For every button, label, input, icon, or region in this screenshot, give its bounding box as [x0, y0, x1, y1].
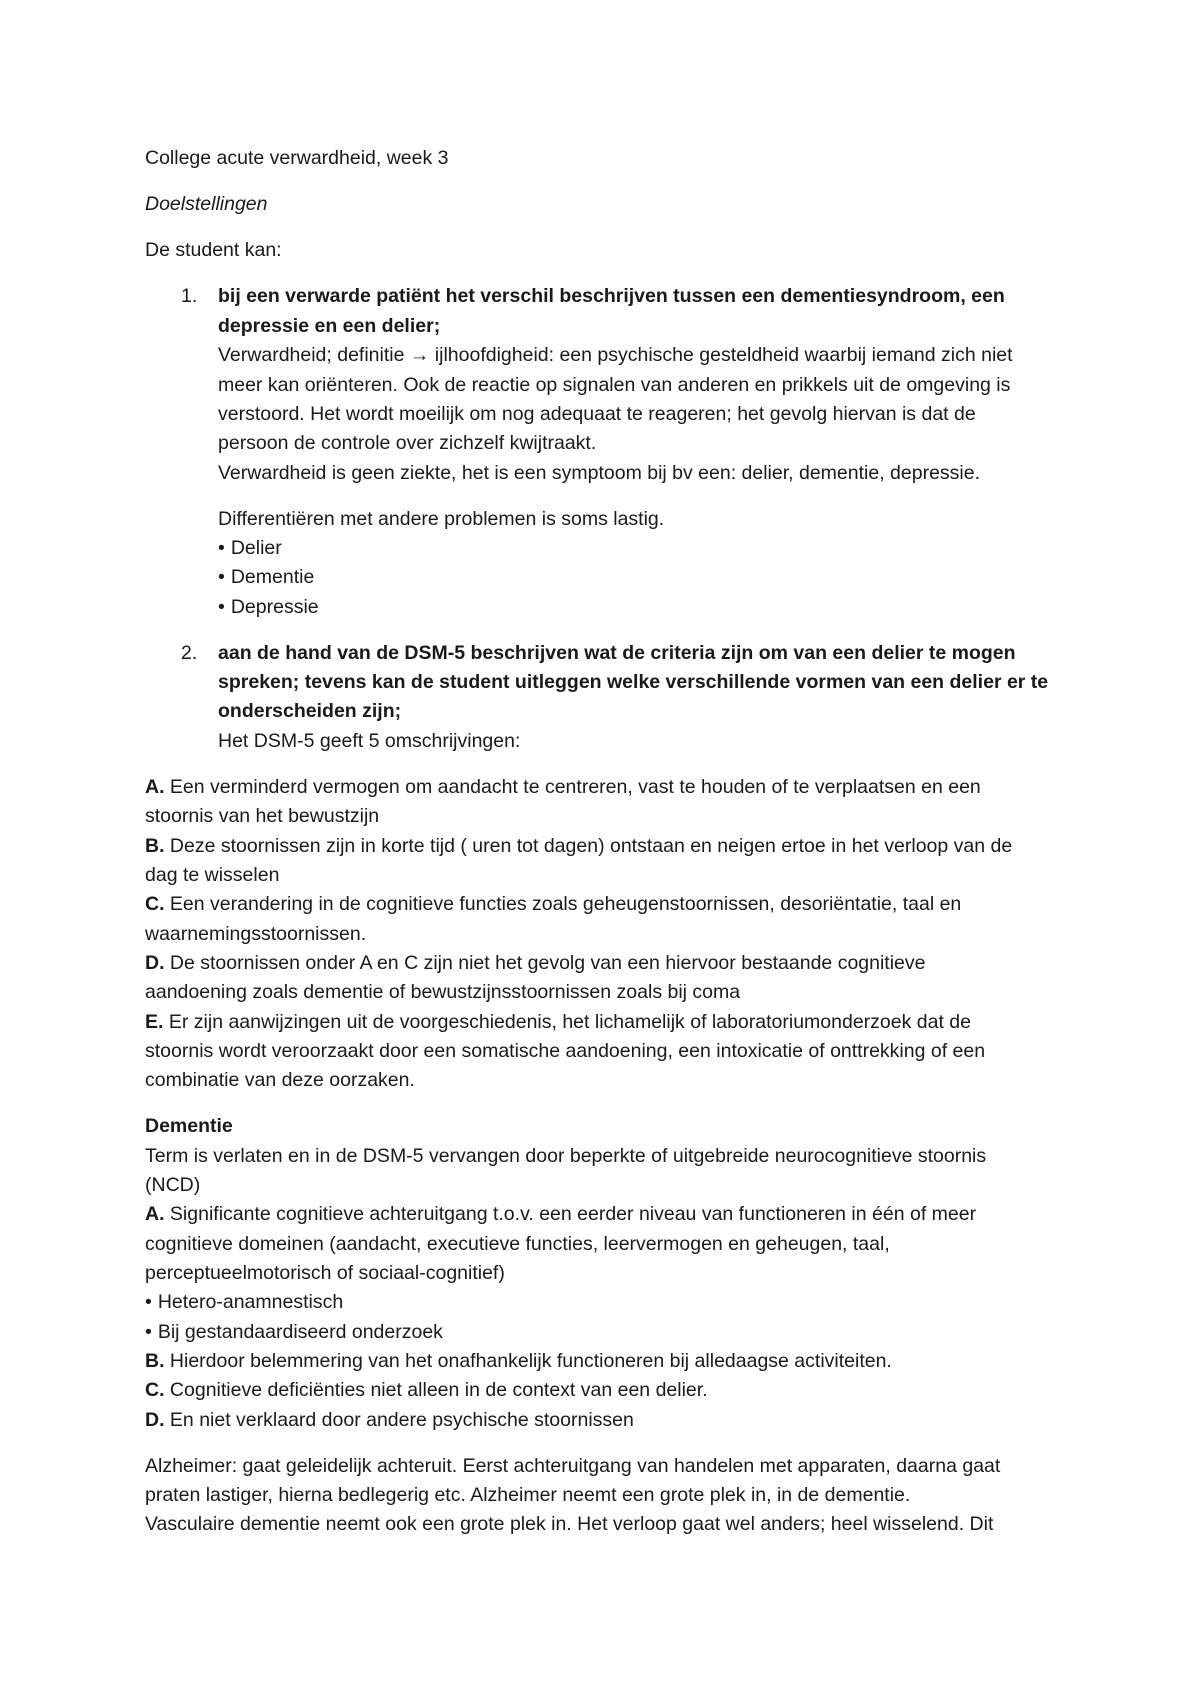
criterion-letter: A. — [145, 1203, 165, 1225]
criterion-letter: B. — [145, 1350, 165, 1372]
dementie-b-line — [145, 1346, 892, 1376]
item2-body: Het DSM-5 geeft 5 omschrijvingen: — [218, 730, 521, 752]
item2-heading-line: aan de hand van de DSM-5 beschrijven wat de criteria zijn om van een delier te mogen — [218, 642, 1016, 664]
list-number-2: 2. — [181, 642, 198, 664]
criterion-b-line: dag te wisselen — [145, 864, 280, 886]
criterion-text: Deze stoornissen zijn in korte tijd ( uren tot dagen) ontstaan en neigen ertoe in het verloop van de — [169, 835, 1013, 857]
item1-heading-line: bij een verwarde patiënt het verschil beschrijven tussen een dementiesyndroom, een — [218, 285, 1005, 307]
item2-heading-line: onderscheiden zijn; — [218, 700, 402, 722]
criterion-text: En niet verklaard door andere psychische stoornissen — [169, 1409, 634, 1431]
document-title: College acute verwardheid, week 3 — [145, 147, 449, 169]
criterion-a-line — [145, 772, 981, 802]
criterion-letter: C. — [145, 893, 165, 915]
criterion-text: Hierdoor belemmering van het onafhankelijk functioneren bij alledaagse activiteiten. — [169, 1350, 892, 1372]
item1-body-line: meer kan oriënteren. Ook de reactie op signalen van anderen en prikkels uit de omgeving is — [218, 374, 1011, 396]
criterion-c-line: waarnemingsstoornissen. — [145, 923, 367, 945]
item1-body-line: Verwardheid; definitie → ijlhoofdigheid: een psychische gesteldheid waarbij iemand zich niet — [218, 344, 1013, 366]
criterion-text: Cognitieve deficiënties niet alleen in de context van een delier. — [169, 1379, 708, 1401]
criterion-letter: D. — [145, 952, 165, 974]
criterion-letter: D. — [145, 1409, 165, 1431]
bullet-item: • Delier — [218, 533, 282, 563]
diff-intro: Differentiëren met andere problemen is soms lastig. — [218, 508, 665, 530]
dementie-c-line — [145, 1375, 708, 1405]
criterion-letter: B. — [145, 835, 165, 857]
dementie-a-line — [145, 1199, 976, 1229]
criterion-d-line — [145, 948, 926, 978]
dementie-heading: Dementie — [145, 1115, 233, 1137]
dementie-a-line: perceptueelmotorisch of sociaal-cognitief) — [145, 1262, 505, 1284]
bullet-item: • Depressie — [218, 592, 319, 622]
item2-heading-line: spreken; tevens kan de student uitleggen welke verschillende vormen van een delier er te — [218, 671, 1049, 693]
criterion-text: Er zijn aanwijzingen uit de voorgeschiedenis, het lichamelijk of laboratoriumonderzoek dat de — [168, 1011, 971, 1033]
intro-text: De student kan: — [145, 239, 282, 261]
criterion-text: Een verminderd vermogen om aandacht te centreren, vast te houden of te verplaatsen en een — [169, 776, 981, 798]
dementie-intro-line: (NCD) — [145, 1174, 201, 1196]
criterion-d-line: aandoening zoals dementie of bewustzijnsstoornissen zoals bij coma — [145, 981, 741, 1003]
criterion-text: Significante cognitieve achteruitgang t.o.v. een eerder niveau van functioneren in één of meer — [169, 1203, 977, 1225]
criterion-e-line: combinatie van deze oorzaken. — [145, 1069, 415, 1091]
criterion-c-line — [145, 889, 961, 919]
item1-heading-line: depressie en een delier; — [218, 315, 441, 337]
subtitle-doelstellingen: Doelstellingen — [145, 193, 268, 215]
criterion-e-line — [145, 1007, 971, 1037]
criterion-e-line: stoornis wordt veroorzaakt door een somatische aandoening, een intoxicatie of onttrekking of een — [145, 1040, 986, 1062]
list-number-1: 1. — [181, 285, 198, 307]
bullet-item: • Dementie — [218, 562, 314, 592]
item1-body-line: persoon de controle over zichzelf kwijtraakt. — [218, 432, 597, 454]
bullet-item: • Bij gestandaardiseerd onderzoek — [145, 1317, 443, 1347]
alzheimer-line: Alzheimer: gaat geleidelijk achteruit. Eerst achteruitgang van handelen met apparaten, daarna gaat — [145, 1455, 1001, 1477]
criterion-text: Een verandering in de cognitieve functies zoals geheugenstoornissen, desoriëntatie, taal en — [169, 893, 962, 915]
item1-body-line: Verwardheid is geen ziekte, het is een symptoom bij bv een: delier, dementie, depressie. — [218, 462, 981, 484]
criterion-letter: C. — [145, 1379, 165, 1401]
alzheimer-line: praten lastiger, hierna bedlegerig etc. Alzheimer neemt een grote plek in, in de dementie. — [145, 1484, 911, 1506]
item1-body-line: verstoord. Het wordt moeilijk om nog adequaat te reageren; het gevolg hiervan is dat de — [218, 403, 976, 425]
alzheimer-line: Vasculaire dementie neemt ook een grote plek in. Het verloop gaat wel anders; heel wisselend. Dit — [145, 1513, 994, 1535]
criterion-b-line — [145, 831, 1012, 861]
criterion-text: De stoornissen onder A en C zijn niet het gevolg van een hiervoor bestaande cognitieve — [169, 952, 926, 974]
criterion-a-line: stoornis van het bewustzijn — [145, 805, 380, 827]
dementie-intro-line: Term is verlaten en in de DSM-5 vervangen door beperkte of uitgebreide neurocognitieve stoornis — [145, 1145, 987, 1167]
criterion-letter: A. — [145, 776, 165, 798]
criterion-letter: E. — [145, 1011, 164, 1033]
bullet-item: • Hetero-anamnestisch — [145, 1287, 343, 1317]
dementie-a-line: cognitieve domeinen (aandacht, executieve functies, leervermogen en geheugen, taal, — [145, 1233, 890, 1255]
dementie-d-line — [145, 1405, 634, 1435]
